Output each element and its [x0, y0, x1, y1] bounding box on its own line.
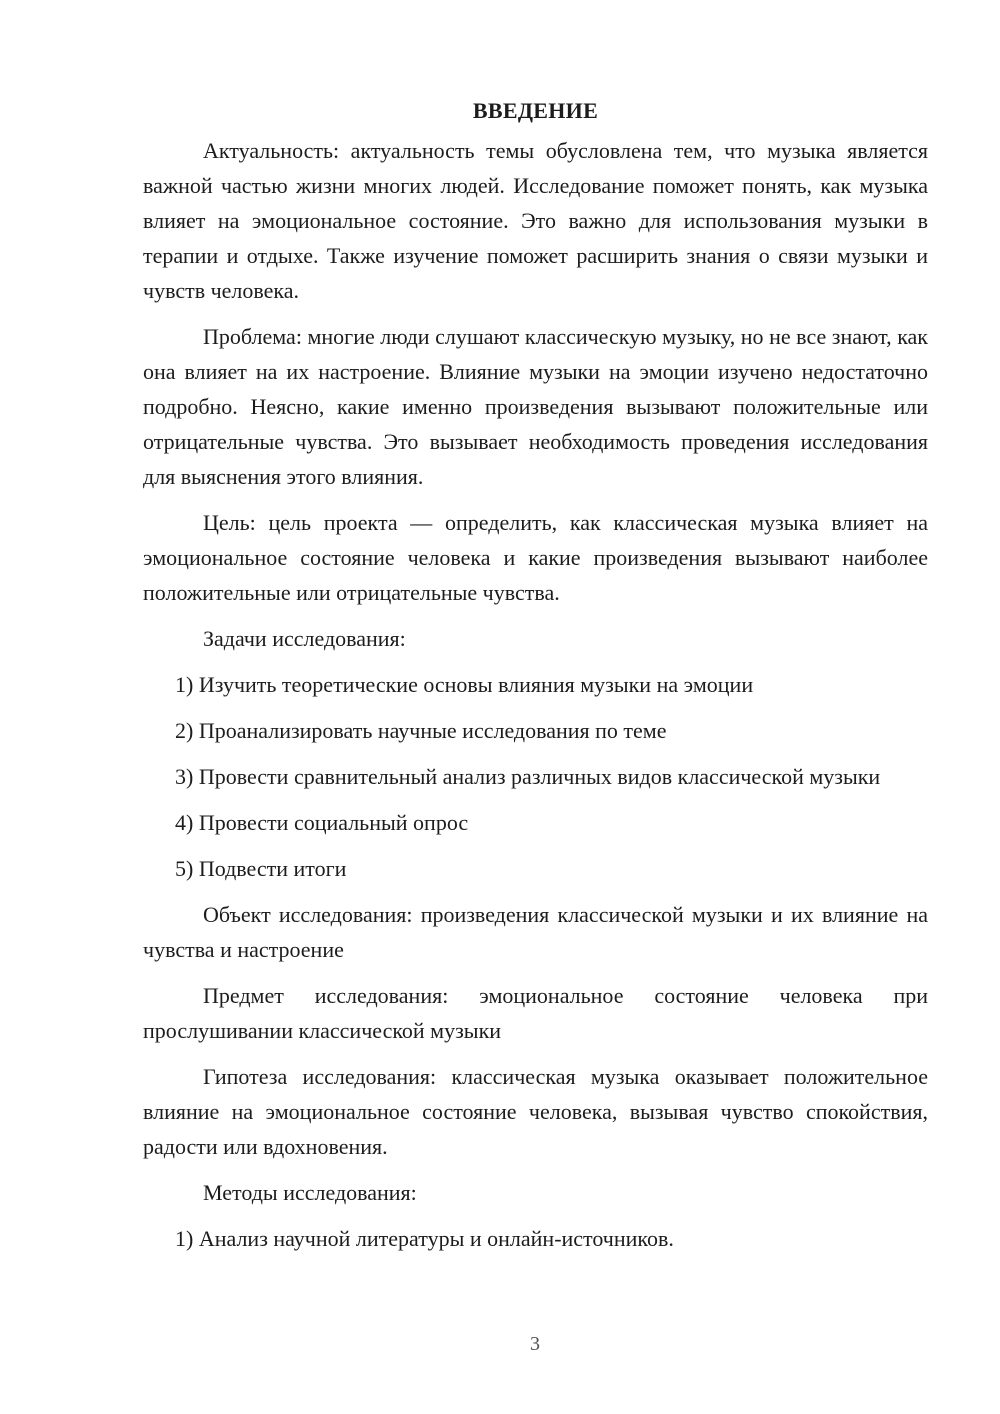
- method-item-1: 1) Анализ научной литературы и онлайн-источников.: [175, 1226, 674, 1251]
- task-item-2: 2) Проанализировать научные исследования по теме: [175, 718, 667, 743]
- section-title: ВВЕДЕНИЕ: [472, 98, 599, 123]
- relevance-paragraph: Актуальность: актуальность темы обусловлена тем, что музыка является важной частью жизни многих людей. Исследование поможет понять, как музыка влияет на эмоциональное состояние. Это важно для использования музыки в терапии и отдыхе. Также изучение поможет расширить знания о связи музыки и чувств человека.: [143, 138, 928, 303]
- subject-paragraph: Предмет исследования: эмоциональное состояние человека при прослушивании классической музыки: [143, 983, 928, 1043]
- task-item-4: 4) Провести социальный опрос: [175, 810, 469, 835]
- tasks-heading: Задачи исследования:: [203, 626, 406, 651]
- task-item-3: 3) Провести сравнительный анализ различных видов классической музыки: [175, 764, 881, 789]
- page-number: 3: [530, 1333, 540, 1355]
- object-paragraph: Объект исследования: произведения классической музыки и их влияние на чувства и настроение: [143, 902, 928, 962]
- task-item-1: 1) Изучить теоретические основы влияния музыки на эмоции: [175, 672, 754, 697]
- problem-paragraph: Проблема: многие люди слушают классическую музыку, но не все знают, как она влияет на их настроение. Влияние музыки на эмоции изучено недостаточно подробно. Неясно, какие именно произведения вызывают положительные или отрицательные чувства. Это вызывает необходимость проведения исследования для выяснения этого влияния.: [143, 324, 928, 489]
- page-body: [143, 93, 928, 1267]
- task-item-5: 5) Подвести итоги: [175, 856, 347, 881]
- methods-heading: Методы исследования:: [203, 1180, 417, 1205]
- goal-paragraph: Цель: цель проекта — определить, как классическая музыка влияет на эмоциональное состояние человека и какие произведения вызывают наиболее положительные или отрицательные чувства.: [143, 510, 928, 605]
- hypothesis-paragraph: Гипотеза исследования: классическая музыка оказывает положительное влияние на эмоциональное состояние человека, вызывая чувство спокойствия, радости или вдохновения.: [143, 1064, 928, 1159]
